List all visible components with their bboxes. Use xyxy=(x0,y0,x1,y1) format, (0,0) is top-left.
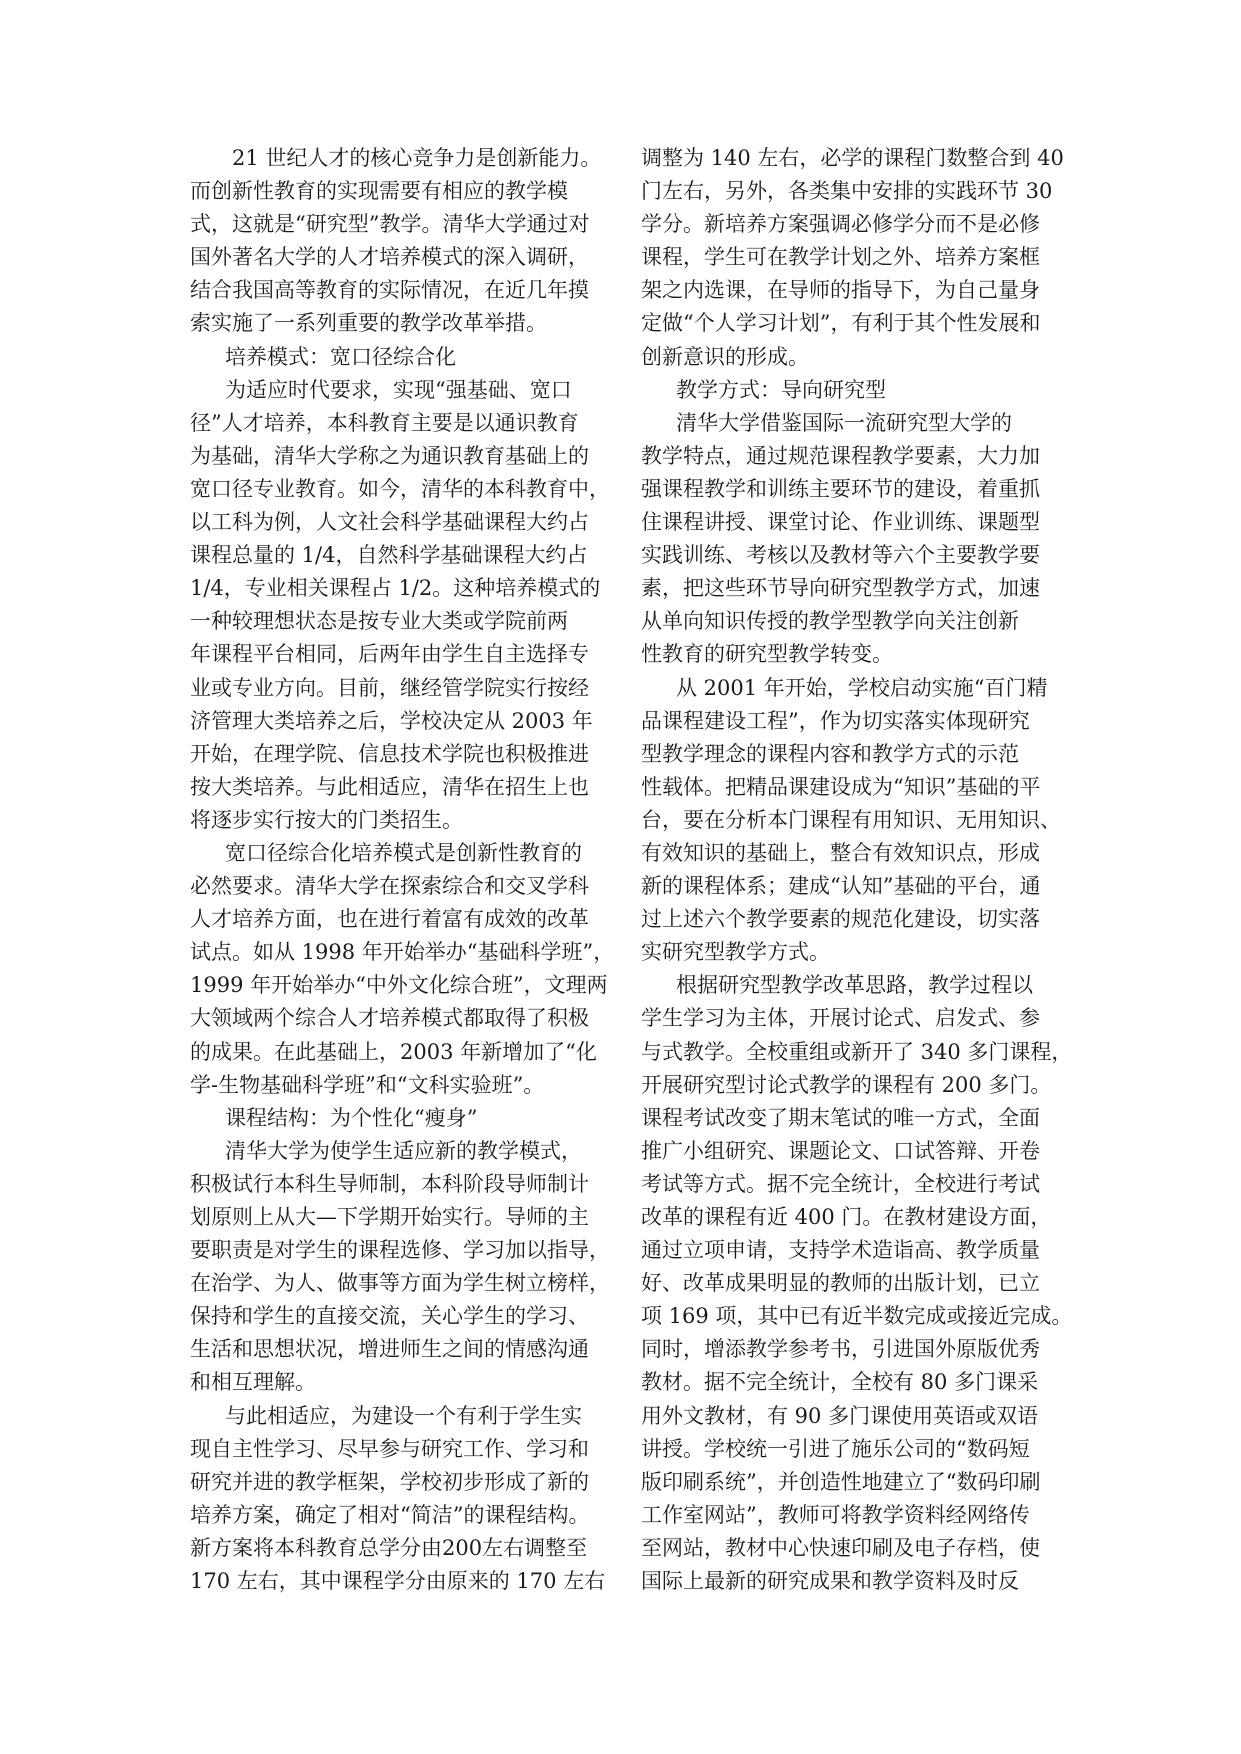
text-line: 改革的课程有近 400 门。在教材建设方面， xyxy=(641,1205,1052,1229)
text-line: 划原则上从大—下学期开始实行。导师的主 xyxy=(190,1205,589,1229)
text-line: 将逐步实行按大的门类招生。 xyxy=(190,807,463,832)
text-line: 要职责是对学生的课程选修、学习加以指导， xyxy=(190,1238,610,1263)
text-line: 实践训练、考核以及教材等六个主要教学要 xyxy=(641,543,1040,568)
text-line: 有效知识的基础上，整合有效知识点，形成 xyxy=(641,840,1040,865)
text-line: 素，把这些环节导向研究型教学方式，加速 xyxy=(641,576,1040,601)
text-line: 和相互理解。 xyxy=(190,1370,316,1395)
text-line: 讲授。学校统一引进了施乐公司的“数码短 xyxy=(641,1436,1030,1461)
text-line: 新方案将本科教育总学分由200左右调整至 xyxy=(190,1535,588,1560)
text-line: 宽口径综合化培养模式是创新性教育的 xyxy=(225,840,582,865)
text-line: 式，这就是“研究型”教学。清华大学通过对 xyxy=(190,212,590,237)
text-line: 过上述六个教学要素的规范化建设，切实落 xyxy=(641,907,1040,932)
text-line: 门左右，另外，各类集中安排的实践环节 30 xyxy=(641,179,1053,204)
text-line: 积极试行本科生导师制，本科阶段导师制计 xyxy=(190,1171,589,1196)
text-line: 同时，增添教学参考书，引进国外原版优秀 xyxy=(641,1337,1040,1362)
text-line: 按大类培养。与此相适应，清华在招生上也 xyxy=(190,774,589,799)
text-line: 21 世纪人才的核心竞争力是创新能力。 xyxy=(232,146,602,170)
text-line: 实研究型教学方式。 xyxy=(641,940,830,965)
text-line: 从 2001 年开始，学校启动实施“百门精 xyxy=(676,675,1048,700)
text-line: 强课程教学和训练主要环节的建设，着重抓 xyxy=(641,476,1040,501)
text-line: 台，要在分析本门课程有用知识、无用知识、 xyxy=(641,807,1061,832)
text-line: 根据研究型教学改革思路，教学过程以 xyxy=(676,973,1033,998)
text-line: 住课程讲授、课堂讨论、作业训练、课题型 xyxy=(641,510,1040,535)
text-line: 课程，学生可在教学计划之外、培养方案框 xyxy=(641,245,1040,270)
text-line: 的成果。在此基础上，2003 年新增加了“化 xyxy=(190,1039,597,1064)
text-line: 版印刷系统”，并创造性地建立了“数码印刷 xyxy=(641,1469,1041,1494)
text-line: 调整为 140 左右，必学的课程门数整合到 40 xyxy=(641,146,1064,170)
text-line: 国际上最新的研究成果和教学资料及时反 xyxy=(641,1569,1019,1594)
text-line: 与式教学。全校重组或新开了 340 多门课程， xyxy=(641,1039,1073,1064)
text-line: 好、改革成果明显的教师的出版计划，已立 xyxy=(641,1271,1040,1296)
text-line: 培养方案，确定了相对“简洁”的课程结构。 xyxy=(190,1502,590,1527)
text-line: 索实施了一系列重要的教学改革举措。 xyxy=(190,311,547,336)
text-line: 年课程平台相同，后两年由学生自主选择专 xyxy=(190,642,589,667)
text-line: 定做“个人学习计划”，有利于其个性发展和 xyxy=(641,311,1041,336)
text-line: 人才培养方面，也在进行着富有成效的改革 xyxy=(190,907,589,932)
text-line: 学分。新培养方案强调必修学分而不是必修 xyxy=(641,212,1040,237)
text-line: 项 169 项，其中已有近半数完成或接近完成。 xyxy=(641,1304,1073,1329)
text-line: 为基础，清华大学称之为通识教育基础上的 xyxy=(190,443,589,468)
section-heading: 课程结构：为个性化“瘦身” xyxy=(225,1105,478,1130)
text-line: 用外文教材，有 90 多门课使用英语或双语 xyxy=(641,1403,1039,1428)
text-line: 宽口径专业教育。如今，清华的本科教育中， xyxy=(190,476,610,501)
text-line: 与此相适应，为建设一个有利于学生实 xyxy=(225,1403,582,1428)
right-text-column xyxy=(641,142,1073,1598)
text-line: 1999 年开始举办“中外文化综合班”，文理两 xyxy=(190,973,608,998)
text-line: 通过立项申请，支持学术造诣高、教学质量 xyxy=(641,1238,1040,1263)
text-line: 国外著名大学的人才培养模式的深入调研， xyxy=(190,245,589,270)
text-line: 性教育的研究型教学转变。 xyxy=(641,642,893,667)
text-line: 以工科为例，人文社会科学基础课程大约占 xyxy=(190,510,589,535)
text-line: 径”人才培养，本科教育主要是以通识教育 xyxy=(190,410,579,435)
text-line: 教学特点，通过规范课程教学要素，大力加 xyxy=(641,443,1040,468)
section-heading: 培养模式：宽口径综合化 xyxy=(225,344,456,369)
text-line: 课程考试改变了期末笔试的唯一方式，全面 xyxy=(641,1105,1040,1130)
text-line: 开始，在理学院、信息技术学院也积极推进 xyxy=(190,741,589,766)
text-line: 在治学、为人、做事等方面为学生树立榜样， xyxy=(190,1271,610,1296)
text-line: 1/4，专业相关课程占 1/2。这种培养模式的 xyxy=(190,576,601,601)
text-line: 从单向知识传授的教学型教学向关注创新 xyxy=(641,609,1019,634)
text-line: 性载体。把精品课建设成为“知识”基础的平 xyxy=(641,774,1041,799)
section-heading: 教学方式：导向研究型 xyxy=(676,377,886,402)
text-line: 工作室网站”，教师可将教学资料经网络传 xyxy=(641,1502,1030,1527)
text-line: 学-生物基础科学班”和“文科实验班”。 xyxy=(190,1072,545,1097)
text-line: 品课程建设工程”，作为切实落实体现研究 xyxy=(641,708,1030,733)
text-line: 一种较理想状态是按专业大类或学院前两 xyxy=(190,609,568,634)
text-line: 试点。如从 1998 年开始举办“基础科学班”， xyxy=(190,940,615,965)
text-line: 清华大学借鉴国际一流研究型大学的 xyxy=(676,410,1012,435)
text-line: 保持和学生的直接交流，关心学生的学习、 xyxy=(190,1304,589,1329)
text-line: 考试等方式。据不完全统计，全校进行考试 xyxy=(641,1171,1040,1196)
text-line: 现自主性学习、尽早参与研究工作、学习和 xyxy=(190,1436,589,1461)
text-line: 为适应时代要求，实现“强基础、宽口 xyxy=(225,377,572,402)
text-line: 课程总量的 1/4，自然科学基础课程大约占 xyxy=(190,543,588,568)
text-line: 业或专业方向。目前，继经管学院实行按经 xyxy=(190,675,589,700)
text-line: 清华大学为使学生适应新的教学模式， xyxy=(225,1138,582,1163)
left-text-column xyxy=(190,142,615,1598)
text-line: 生活和思想状况，增进师生之间的情感沟通 xyxy=(190,1337,589,1362)
text-line: 大领域两个综合人才培养模式都取得了积极 xyxy=(190,1006,589,1031)
text-line: 170 左右，其中课程学分由原来的 170 左右 xyxy=(190,1569,606,1594)
text-line: 开展研究型讨论式教学的课程有 200 多门。 xyxy=(641,1072,1052,1097)
text-line: 必然要求。清华大学在探索综合和交叉学科 xyxy=(190,874,589,899)
text-line: 结合我国高等教育的实际情况，在近几年摸 xyxy=(190,278,589,303)
text-line: 学生学习为主体，开展讨论式、启发式、参 xyxy=(641,1006,1040,1031)
text-line: 创新意识的形成。 xyxy=(641,344,809,369)
text-line: 推广小组研究、课题论文、口试答辩、开卷 xyxy=(641,1138,1040,1163)
text-line: 研究并进的教学框架，学校初步形成了新的 xyxy=(190,1469,589,1494)
text-line: 教材。据不完全统计，全校有 80 多门课采 xyxy=(641,1370,1039,1395)
text-line: 济管理大类培养之后，学校决定从 2003 年 xyxy=(190,708,593,733)
text-line: 型教学理念的课程内容和教学方式的示范 xyxy=(641,741,1019,766)
text-line: 而创新性教育的实现需要有相应的教学模 xyxy=(190,179,568,204)
text-line: 架之内选课，在导师的指导下，为自己量身 xyxy=(641,278,1040,303)
text-line: 至网站，教材中心快速印刷及电子存档，使 xyxy=(641,1535,1040,1560)
text-line: 新的课程体系；建成“认知”基础的平台，通 xyxy=(641,874,1041,899)
